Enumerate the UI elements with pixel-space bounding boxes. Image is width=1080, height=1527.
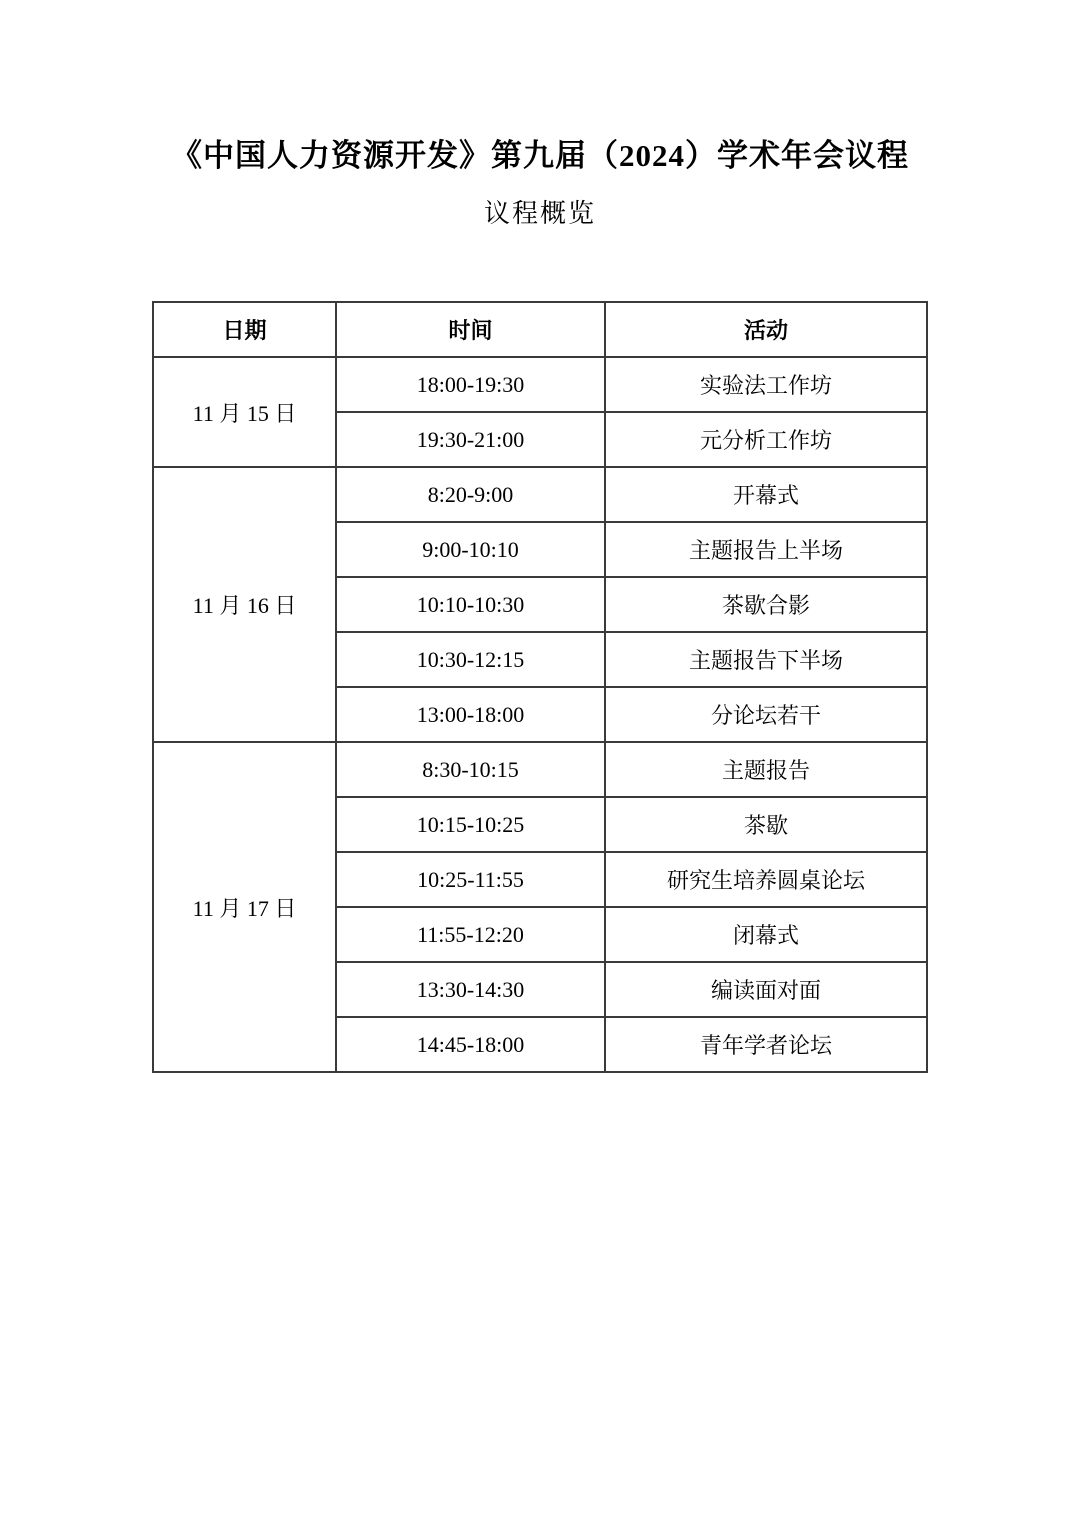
- table-row: [153, 742, 927, 797]
- activity-cell: 研究生培养圆桌论坛: [605, 852, 927, 907]
- table-header-row: [153, 302, 927, 357]
- page-title: 《中国人力资源开发》第九届（2024）学术年会议程: [171, 138, 909, 173]
- activity-cell: 主题报告: [605, 742, 927, 797]
- activity-cell: 青年学者论坛: [605, 1017, 927, 1072]
- time-cell: 13:00-18:00: [336, 687, 605, 742]
- agenda-table: [152, 301, 928, 1073]
- time-cell: 14:45-18:00: [336, 1017, 605, 1072]
- time-cell: 18:00-19:30: [336, 357, 605, 412]
- activity-cell: 闭幕式: [605, 907, 927, 962]
- time-cell: 8:20-9:00: [336, 467, 605, 522]
- activity-cell: 主题报告下半场: [605, 632, 927, 687]
- time-cell: 19:30-21:00: [336, 412, 605, 467]
- page-subtitle: 议程概览: [483, 199, 596, 229]
- time-cell: 8:30-10:15: [336, 742, 605, 797]
- time-cell: 11:55-12:20: [336, 907, 605, 962]
- activity-cell: 实验法工作坊: [605, 357, 927, 412]
- activity-cell: 开幕式: [605, 467, 927, 522]
- time-cell: 9:00-10:10: [336, 522, 605, 577]
- header-time: 时间: [336, 302, 605, 357]
- time-cell: 10:25-11:55: [336, 852, 605, 907]
- activity-cell: 分论坛若干: [605, 687, 927, 742]
- time-cell: 10:10-10:30: [336, 577, 605, 632]
- header-activity: 活动: [605, 302, 927, 357]
- activity-cell: 茶歇: [605, 797, 927, 852]
- time-cell: 10:30-12:15: [336, 632, 605, 687]
- table-row: [153, 467, 927, 522]
- activity-cell: 元分析工作坊: [605, 412, 927, 467]
- date-cell: 11 月 15 日: [153, 357, 336, 467]
- header-date: 日期: [153, 302, 336, 357]
- date-cell: 11 月 16 日: [153, 467, 336, 742]
- activity-cell: 茶歇合影: [605, 577, 927, 632]
- activity-cell: 主题报告上半场: [605, 522, 927, 577]
- table-row: [153, 357, 927, 412]
- time-cell: 13:30-14:30: [336, 962, 605, 1017]
- date-cell: 11 月 17 日: [153, 742, 336, 1072]
- time-cell: 10:15-10:25: [336, 797, 605, 852]
- activity-cell: 编读面对面: [605, 962, 927, 1017]
